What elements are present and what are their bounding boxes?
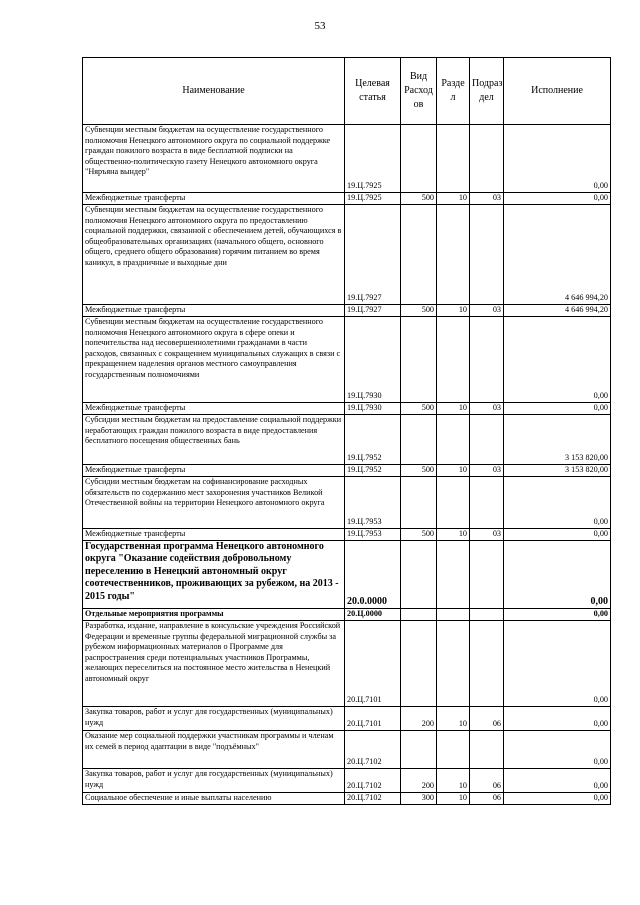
row-subsection: 03 — [470, 529, 504, 541]
row-section — [437, 541, 470, 609]
row-name: Межбюджетные трансферты — [83, 529, 345, 541]
table-row — [83, 317, 611, 403]
row-subsection: 06 — [470, 793, 504, 805]
row-name: Субсидии местным бюджетам на софинансирование расходных обязательств по содержанию мест захоронения участников Великой Отечественной войны на территории Ненецкого автономного округа — [83, 477, 345, 529]
row-subsection — [470, 317, 504, 403]
row-name: Межбюджетные трансферты — [83, 403, 345, 415]
row-code: 19.Ц.7925 — [345, 125, 401, 193]
row-expense-type: 500 — [401, 529, 437, 541]
row-section: 10 — [437, 707, 470, 731]
row-section: 10 — [437, 403, 470, 415]
row-subsection — [470, 205, 504, 305]
row-expense-type: 200 — [401, 707, 437, 731]
row-section — [437, 609, 470, 621]
table-row — [83, 609, 611, 621]
row-section: 10 — [437, 529, 470, 541]
row-code: 19.Ц.7930 — [345, 317, 401, 403]
row-subsection — [470, 125, 504, 193]
row-code: 20.Ц.7101 — [345, 707, 401, 731]
row-amount: 0,00 — [504, 477, 611, 529]
row-subsection: 06 — [470, 707, 504, 731]
table-row — [83, 793, 611, 805]
row-section: 10 — [437, 465, 470, 477]
row-code: 20.Ц.7102 — [345, 731, 401, 769]
row-amount: 3 153 820,00 — [504, 465, 611, 477]
table-row — [83, 707, 611, 731]
row-amount: 0,00 — [504, 621, 611, 707]
row-expense-type — [401, 621, 437, 707]
table-row — [83, 415, 611, 465]
row-subsection — [470, 621, 504, 707]
row-name: Оказание мер социальной поддержки участникам программы и членам их семей в период адаптации в виде "подъёмных" — [83, 731, 345, 769]
row-name: Субвенции местным бюджетам на осуществление государственного полномочия Ненецкого автономного округа по социальной поддержке граждан пожилого возраста в виде бесплатной подписки на общественно-политическую газету Ненецкого автономного округа "Няръяна вындер" — [83, 125, 345, 193]
row-amount: 0,00 — [504, 769, 611, 793]
table-row — [83, 125, 611, 193]
row-expense-type — [401, 205, 437, 305]
row-code: 19.Ц.7952 — [345, 465, 401, 477]
row-amount: 0,00 — [504, 317, 611, 403]
budget-table — [82, 57, 611, 805]
row-expense-type: 500 — [401, 193, 437, 205]
row-section — [437, 621, 470, 707]
table-row — [83, 193, 611, 205]
row-subsection: 03 — [470, 305, 504, 317]
row-amount: 3 153 820,00 — [504, 415, 611, 465]
row-amount: 0,00 — [504, 193, 611, 205]
row-expense-type — [401, 317, 437, 403]
row-name: Межбюджетные трансферты — [83, 193, 345, 205]
row-name: Субвенции местным бюджетам на осуществление государственного полномочия Ненецкого автономного округа по предоставлению социальной поддержки, связанной с обеспечением детей, обучающихся в общеобразовательных организациях (начального общего, основного общего, среднего общего образования) горячим питанием во время каникул, в праздничные и выходные дни — [83, 205, 345, 305]
table-row — [83, 205, 611, 305]
table-row — [83, 731, 611, 769]
header-name: Наименование — [83, 58, 345, 125]
table-row — [83, 529, 611, 541]
row-section: 10 — [437, 193, 470, 205]
row-section — [437, 477, 470, 529]
row-code: 19.Ц.7952 — [345, 415, 401, 465]
row-expense-type — [401, 477, 437, 529]
table-row — [83, 769, 611, 793]
row-amount: 0,00 — [504, 731, 611, 769]
row-amount: 4 646 994,20 — [504, 205, 611, 305]
row-name: Государственная программа Ненецкого автономного округа "Оказание содействия добровольному переселению в Ненецкий автономный округ соотечественников, проживающих за рубежом, на 2013 - 2015 годы" — [83, 541, 345, 609]
row-subsection — [470, 415, 504, 465]
row-subsection: 03 — [470, 403, 504, 415]
table-row — [83, 541, 611, 609]
row-expense-type — [401, 731, 437, 769]
row-code: 19.Ц.7953 — [345, 477, 401, 529]
table-row — [83, 465, 611, 477]
header-target-article: Целевая статья — [345, 58, 401, 125]
row-section — [437, 415, 470, 465]
page-number: 53 — [314, 20, 326, 32]
row-expense-type: 500 — [401, 403, 437, 415]
row-expense-type — [401, 541, 437, 609]
row-code: 20.Ц.7102 — [345, 793, 401, 805]
table-row — [83, 305, 611, 317]
row-section — [437, 731, 470, 769]
row-name: Социальное обеспечение и иные выплаты населению — [83, 793, 345, 805]
row-amount: 0,00 — [504, 707, 611, 731]
header-execution: Исполнение — [504, 58, 611, 125]
row-name: Разработка, издание, направление в консульские учреждения Российской Федерации и временные группы федеральной миграционной службы за рубежом информационных материалов о Программе для распространения среди потенциальных участников Программы, желающих переселиться на постоянное место жительства в Ненецкий автономный округ — [83, 621, 345, 707]
header-row — [83, 58, 611, 125]
row-name: Закупка товаров, работ и услуг для государственных (муниципальных) нужд — [83, 707, 345, 731]
row-expense-type — [401, 125, 437, 193]
row-code: 19.Ц.7953 — [345, 529, 401, 541]
row-code: 19.Ц.7930 — [345, 403, 401, 415]
row-expense-type: 200 — [401, 769, 437, 793]
row-expense-type: 500 — [401, 305, 437, 317]
row-amount: 0,00 — [504, 403, 611, 415]
header-subsection: Подраз дел — [470, 58, 504, 125]
table-row — [83, 621, 611, 707]
row-subsection: 03 — [470, 193, 504, 205]
row-code: 19.Ц.7927 — [345, 205, 401, 305]
row-code: 19.Ц.7925 — [345, 193, 401, 205]
row-amount: 0,00 — [504, 609, 611, 621]
row-section — [437, 317, 470, 403]
row-section: 10 — [437, 305, 470, 317]
header-expense-type: Вид Расход ов — [401, 58, 437, 125]
row-expense-type: 500 — [401, 465, 437, 477]
row-name: Закупка товаров, работ и услуг для государственных (муниципальных) нужд — [83, 769, 345, 793]
row-expense-type — [401, 609, 437, 621]
row-subsection — [470, 477, 504, 529]
row-amount: 0,00 — [504, 125, 611, 193]
row-amount: 4 646 994,20 — [504, 305, 611, 317]
row-name: Отдельные мероприятия программы — [83, 609, 345, 621]
row-name: Межбюджетные трансферты — [83, 305, 345, 317]
row-section — [437, 125, 470, 193]
row-subsection — [470, 731, 504, 769]
table-row — [83, 403, 611, 415]
header-section: Разде л — [437, 58, 470, 125]
row-code: 20.Ц.7102 — [345, 769, 401, 793]
row-amount: 0,00 — [504, 529, 611, 541]
row-name: Межбюджетные трансферты — [83, 465, 345, 477]
row-subsection: 06 — [470, 769, 504, 793]
table-row — [83, 477, 611, 529]
row-section — [437, 205, 470, 305]
row-code: 20.0.0000 — [345, 541, 401, 609]
row-code: 19.Ц.7927 — [345, 305, 401, 317]
row-subsection — [470, 541, 504, 609]
row-code: 20.Ц.0000 — [345, 609, 401, 621]
row-expense-type: 300 — [401, 793, 437, 805]
row-amount: 0,00 — [504, 793, 611, 805]
row-subsection — [470, 609, 504, 621]
row-section: 10 — [437, 793, 470, 805]
row-subsection: 03 — [470, 465, 504, 477]
row-section: 10 — [437, 769, 470, 793]
row-name: Субвенции местным бюджетам на осуществление государственного полномочия Ненецкого автономного округа в сфере опеки и попечительства над несовершеннолетними гражданами в части расходов, связанных с сокращением муниципальных служащих в связи с прекращением наделения органов местного самоуправления государственным полномочиями — [83, 317, 345, 403]
row-name: Субсидии местным бюджетам на предоставление социальной поддержки неработающих граждан пожилого возраста в виде предоставления бесплатного посещения общественных бань — [83, 415, 345, 465]
row-expense-type — [401, 415, 437, 465]
row-amount: 0,00 — [504, 541, 611, 609]
row-code: 20.Ц.7101 — [345, 621, 401, 707]
